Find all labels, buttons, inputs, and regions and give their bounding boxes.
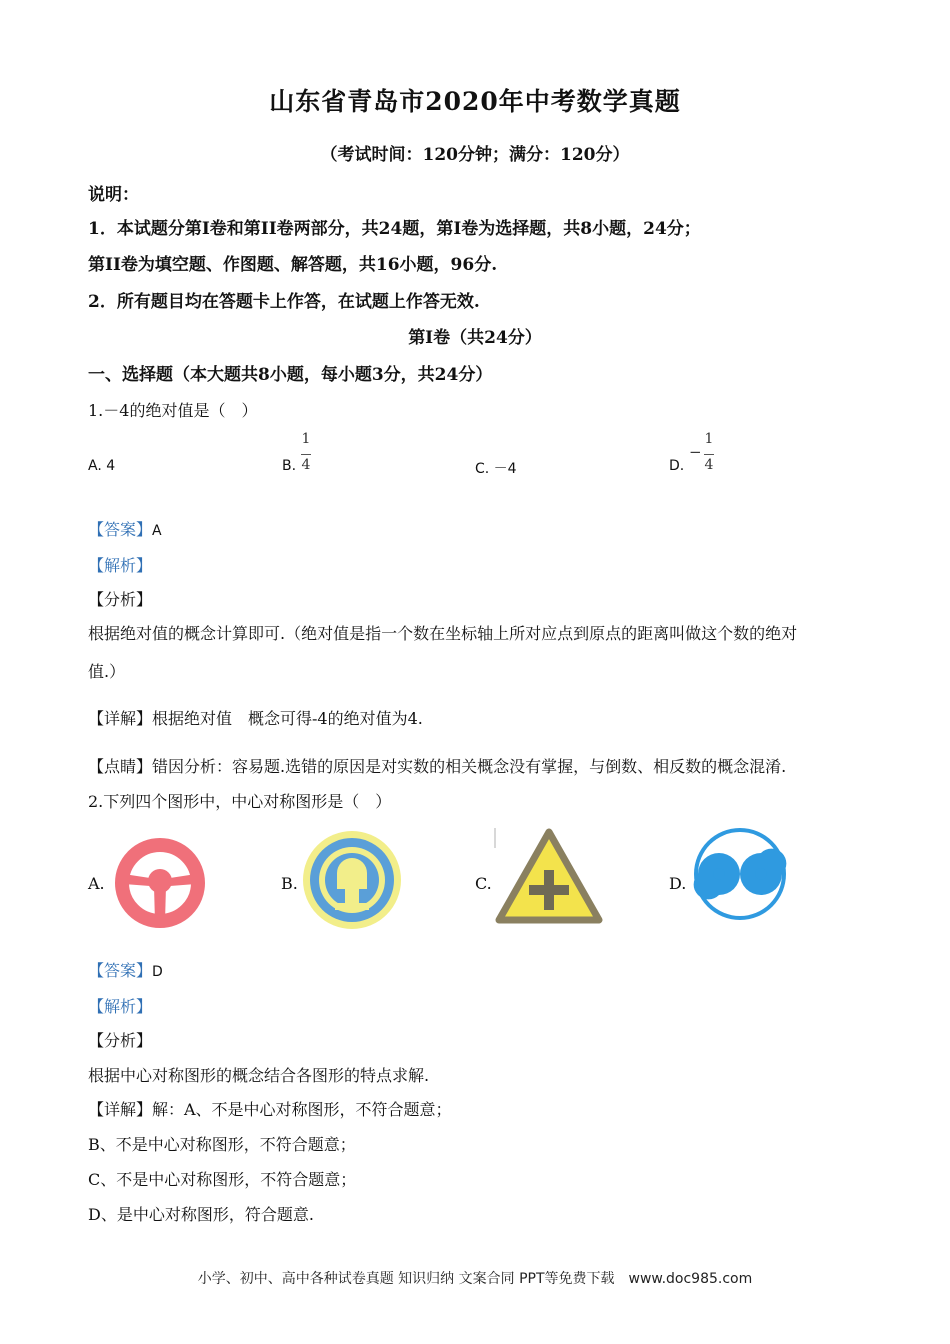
q2-detail-3: C、不是中心对称图形，不符合题意； [88,1170,357,1189]
q1-option-b-numerator: 1 [301,431,311,447]
two-comma-circle-figure [690,826,790,922]
q1-option-c: C. －4 [475,461,517,477]
page-title: 山东省青岛市2020年中考数学真题 [269,87,681,116]
steering-wheel-figure [112,836,208,930]
q2-jiexi-tag: 【解析】 [88,997,153,1016]
q1-option-d-numerator: 1 [704,431,714,447]
q1-analysis-line1: 根据绝对值的概念计算即可.（绝对值是指一个数在坐标轴上所对应点到原点的距离叫做这个数的绝对 [88,624,798,643]
q2-detail-4: D、是中心对称图形，符合题意. [88,1205,314,1224]
q1-analysis-line2: 值.） [88,662,126,681]
answer-tag: 【答案】 [88,520,153,539]
page-footer: 小学、初中、高中各种试卷真题 知识归纳 文案合同 PPT等免费下载 www.doc985.com [197,1271,753,1287]
triangle-plus-sign-figure [493,826,605,926]
q1-stem: 1.－4的绝对值是（ ） [88,401,258,420]
q1-option-d-sign: − [689,443,702,461]
q1-dianjing: 【点睛】错因分析：容易题.选错的原因是对实数的相关概念没有掌握，与倒数、相反数的概念混淆. [88,757,787,776]
answer-tag: 【答案】 [88,961,153,980]
q1-option-b-label: B. [282,458,297,474]
q1-option-d-label: D. [669,458,685,474]
fraction-bar [704,454,714,455]
q2-detail-2: B、不是中心对称图形，不符合题意； [88,1135,356,1154]
q1-fenxi-tag: 【分析】 [88,590,153,609]
section-heading: 一、选择题（本大题共8小题，每小题3分，共24分） [88,365,493,385]
q1-option-a: A. 4 [88,458,116,474]
answer-value: D [152,964,163,980]
fraction-bar [301,454,311,455]
q1-option-d-denominator: 4 [704,457,714,473]
note-1b: 第II卷为填空题、作图题、解答题，共16小题，96分. [88,255,498,275]
q1-option-b-denominator: 4 [301,457,311,473]
q2-option-d-label: D. [669,874,687,893]
part-heading: 第I卷（共24分） [408,328,542,348]
q2-stem: 2.下列四个图形中，中心对称图形是（ ） [88,792,392,811]
exam-info: （考试时间：120分钟；满分：120分） [320,145,630,165]
q2-option-c-label: C. [475,874,492,893]
answer-value: A [152,523,162,539]
q2-analysis: 根据中心对称图形的概念结合各图形的特点求解. [88,1066,430,1085]
note-2: 2．所有题目均在答题卡上作答，在试题上作答无效. [88,292,480,312]
q2-fenxi-tag: 【分析】 [88,1031,153,1050]
q2-option-a-label: A. [88,874,105,893]
q2-answer [88,958,163,981]
q2-option-b-label: B. [281,874,298,893]
q1-answer [88,517,162,540]
q1-detail: 【详解】根据绝对值 概念可得-4的绝对值为4. [88,709,423,728]
railway-badge-figure [301,829,403,931]
note-1: 1．本试题分第I卷和第II卷两部分，共24题，第I卷为选择题，共8小题，24分； [88,219,701,239]
q2-detail-1: 【详解】解：A、不是中心对称图形，不符合题意； [88,1100,452,1119]
note-heading: 说明： [88,185,139,205]
q1-jiexi-tag: 【解析】 [88,556,153,575]
